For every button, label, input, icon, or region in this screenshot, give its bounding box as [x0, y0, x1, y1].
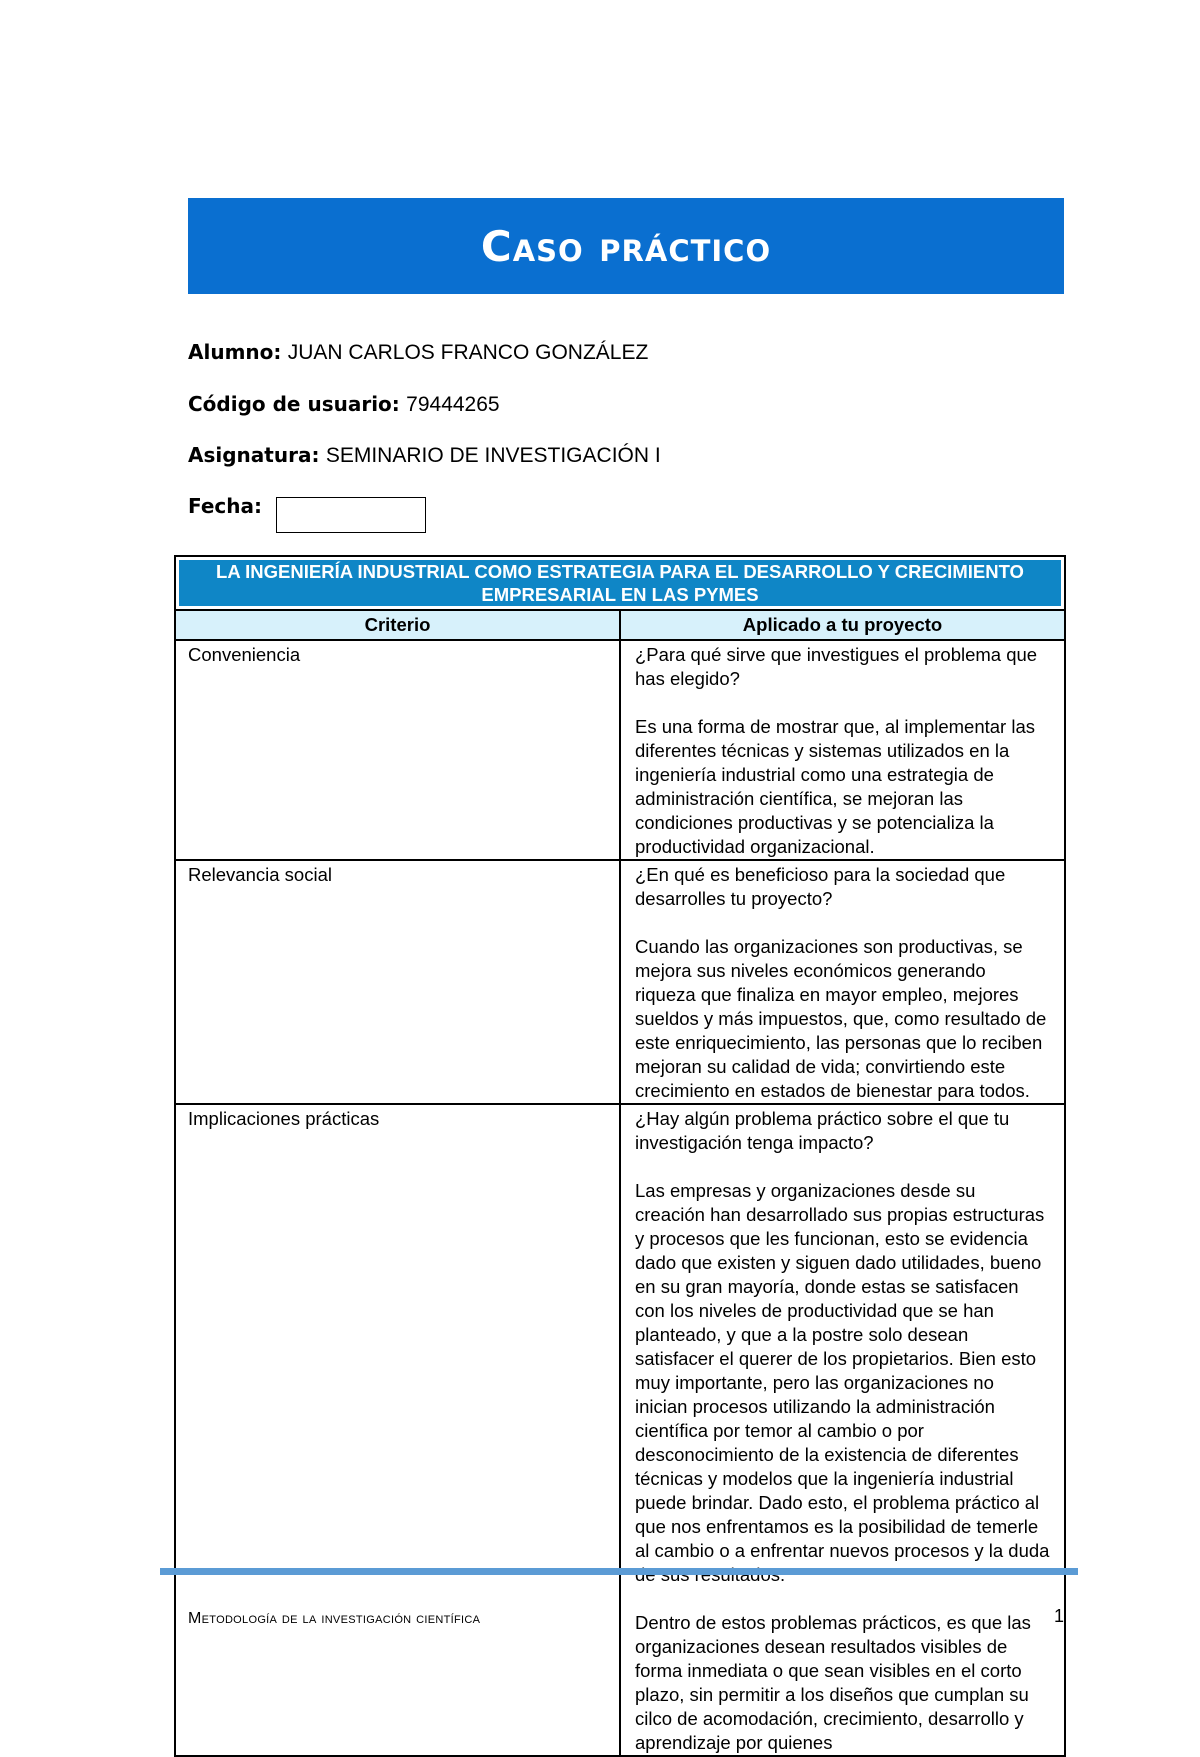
criterio-cell: Implicaciones prácticas [175, 1104, 620, 1756]
aplicado-cell [620, 1104, 1065, 1756]
title-banner [188, 198, 1064, 294]
aplicado-cell [620, 640, 1065, 860]
table-row [175, 1104, 1065, 1756]
alumno-field [188, 340, 648, 365]
codigo-label: Código de usuario: [188, 392, 400, 416]
answer-text: Dentro de estos problemas prácticos, es que las organizaciones desean resultados visibles de forma inmediata o que sean visibles en el corto plazo, sin permitir a los diseños que cumplan su cilco de acomodación, crecimiento, desarrollo y aprendizaje por quienes [635, 1612, 1031, 1753]
table-title: LA INGENIERÍA INDUSTRIAL COMO ESTRATEGIA PARA EL DESARROLLO Y CRECIMIENTO EMPRESARIAL EN LAS PYMES [175, 556, 1065, 610]
table-row [175, 640, 1065, 860]
aplicado-cell [620, 860, 1065, 1104]
asignatura-label: Asignatura: [188, 443, 320, 467]
table-row [175, 860, 1065, 1104]
question-text: ¿Hay algún problema práctico sobre el que tu investigación tenga impacto? [635, 1108, 1010, 1153]
fecha-label: Fecha: [188, 494, 263, 518]
criteria-table [174, 555, 1066, 1757]
column-header-aplicado: Aplicado a tu proyecto [620, 610, 1065, 640]
question-text: ¿En qué es beneficioso para la sociedad que desarrolles tu proyecto? [635, 864, 1006, 909]
alumno-label: Alumno: [188, 340, 282, 364]
codigo-value: 79444265 [406, 393, 500, 416]
column-header-criterio: Criterio [175, 610, 620, 640]
footer-divider [160, 1568, 1078, 1575]
criterio-cell: Conveniencia [175, 640, 620, 860]
asignatura-value: SEMINARIO DE INVESTIGACIÓN I [325, 444, 661, 467]
page-number: 1 [1054, 1606, 1065, 1626]
answer-text: Es una forma de mostrar que, al implementar las diferentes técnicas y sistemas utilizados en la ingeniería industrial como una estrategia de administración científica, se mejoran las condiciones productivas y se potencializa la productividad organizacional. [635, 716, 1035, 857]
alumno-value: JUAN CARLOS FRANCO GONZÁLEZ [287, 341, 649, 364]
footer-course-title: Metodología de la investigación científica [188, 1610, 481, 1627]
fecha-field [188, 494, 262, 518]
answer-text: Las empresas y organizaciones desde su creación han desarrollado sus propias estructuras y procesos que les funcionan, esto se evidencia dado que existen y siguen dado utilidades, bueno en su gran mayoría, donde estas se satisfacen con los niveles de productividad que se han planteado, y que a la postre solo desean satisfacer el querer de los propietarios. Bien esto muy importante, pero las organizaciones no inician procesos utilizando la administración científica por temor al cambio o por desconocimiento de la existencia de diferentes técnicas y modelos que la ingeniería industrial puede brindar. Dado esto, el problema práctico al que nos enfrentamos es la posibilidad de temerle al cambio o a enfrentar nuevos procesos y la duda [635, 1180, 1050, 1561]
fecha-input[interactable] [276, 497, 426, 533]
question-text: ¿Para qué sirve que investigues el problema que has elegido? [635, 644, 1038, 689]
criterio-cell: Relevancia social [175, 860, 620, 1104]
codigo-field [188, 392, 500, 417]
page-title: Caso práctico [480, 221, 772, 271]
answer-text: Cuando las organizaciones son productivas, se mejora sus niveles económicos generando riqueza que finaliza en mayor empleo, mejores sueldos y más impuestos, que, como resultado de este enriquecimiento, las personas que lo reciben mejoran su calidad de vida; convirtiendo este crecimiento en estados de bienestar para todos. [635, 936, 1047, 1101]
asignatura-field [188, 443, 661, 468]
